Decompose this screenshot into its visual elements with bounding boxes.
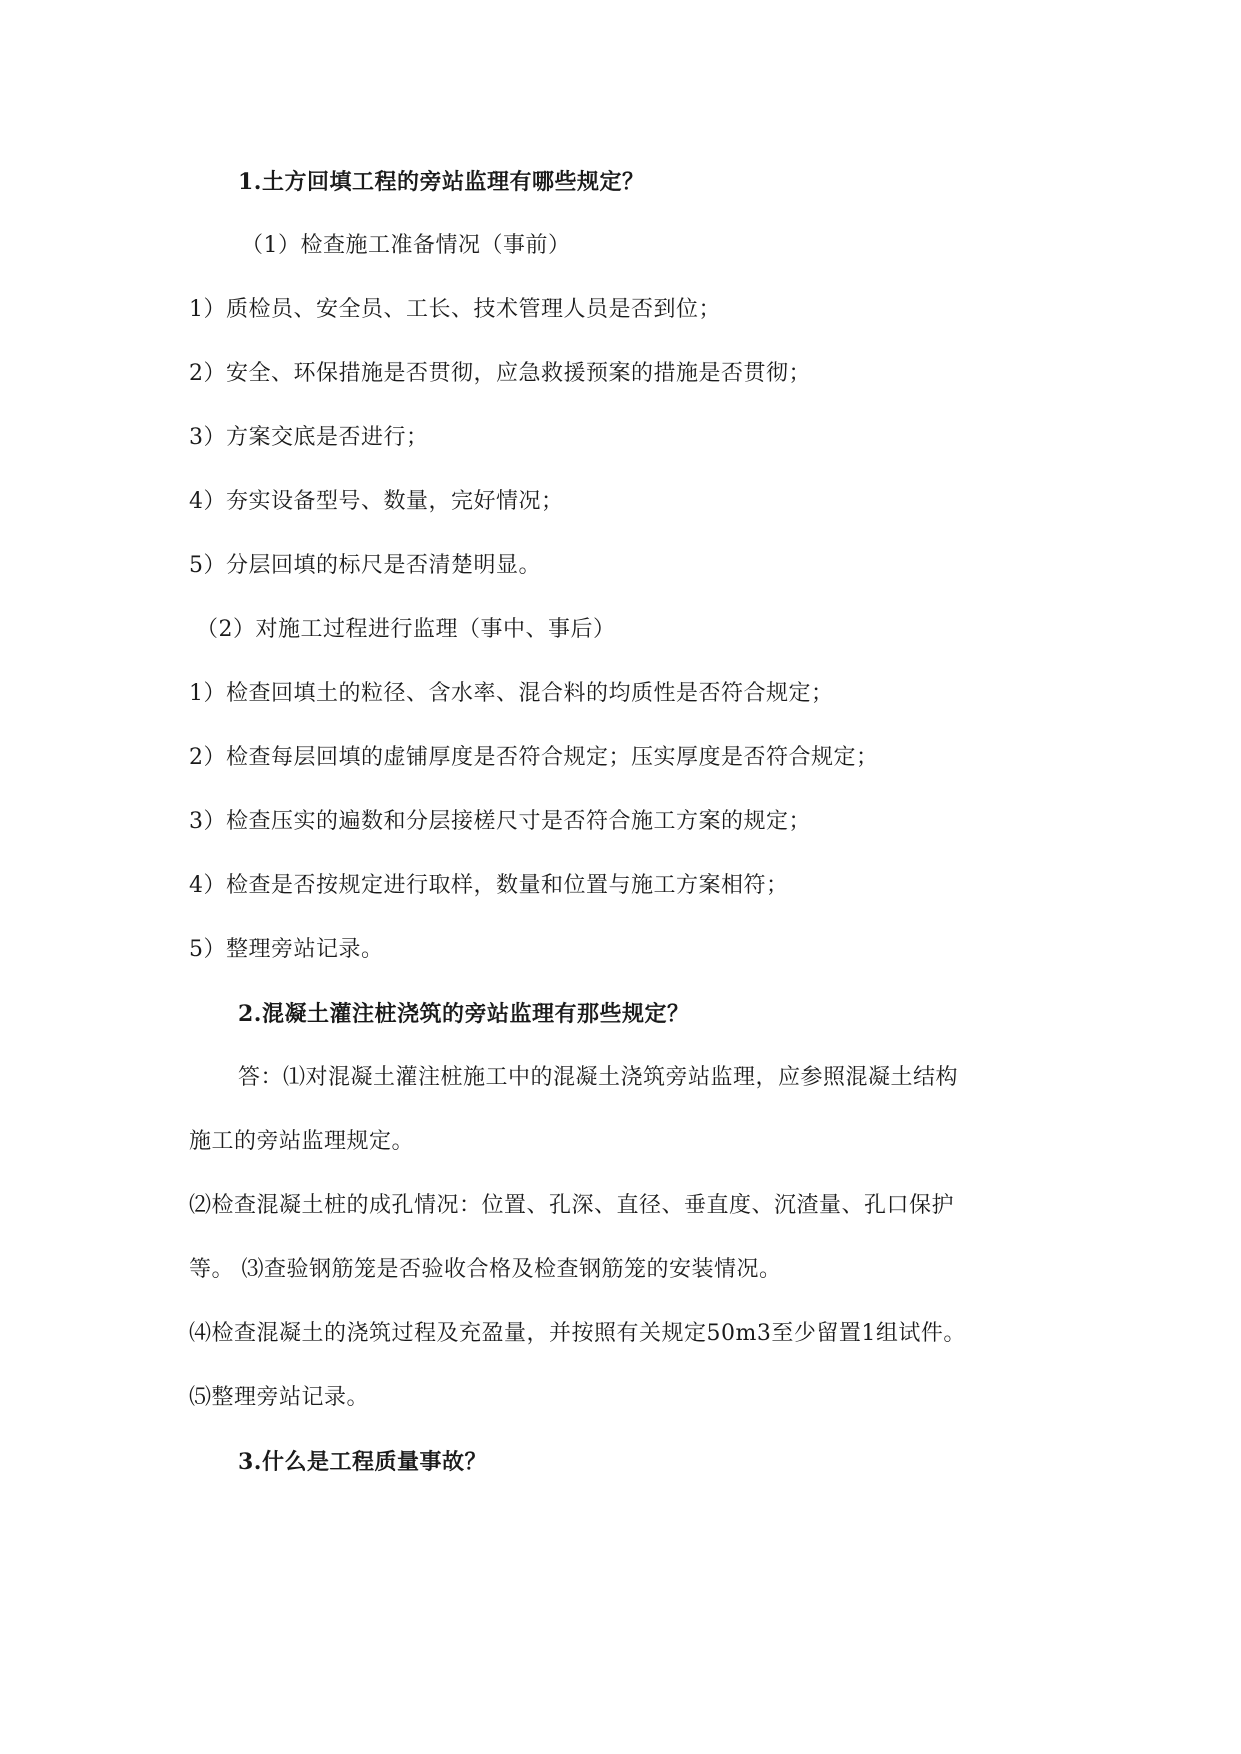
section-1-heading: 1.土方回填工程的旁站监理有哪些规定？ bbox=[238, 169, 645, 195]
section-1-item: 5）分层回填的标尺是否清楚明显。 bbox=[189, 553, 541, 578]
section-1-item: 5）整理旁站记录。 bbox=[189, 937, 384, 962]
section-2-answer-line: ⑵检查混凝土桩的成孔情况：位置、孔深、直径、垂直度、沉渣量、孔口保护 bbox=[189, 1193, 955, 1218]
section-1-subheading-1: （1）检查施工准备情况（事前） bbox=[241, 233, 571, 258]
section-2-answer-line: 答：⑴对混凝土灌注桩施工中的混凝土浇筑旁站监理，应参照混凝土结构 bbox=[238, 1065, 959, 1090]
section-1-item: 1）检查回填土的粒径、含水率、混合料的均质性是否符合规定； bbox=[189, 681, 834, 706]
section-3-heading: 3.什么是工程质量事故？ bbox=[238, 1449, 487, 1475]
section-1-item: 3）方案交底是否进行； bbox=[189, 425, 429, 450]
section-2-answer-line: 施工的旁站监理规定。 bbox=[189, 1129, 415, 1154]
section-1-item: 2）检查每层回填的虚铺厚度是否符合规定；压实厚度是否符合规定； bbox=[189, 745, 879, 770]
section-2-answer-line: 等。 ⑶查验钢筋笼是否验收合格及检查钢筋笼的安装情况。 bbox=[189, 1257, 782, 1282]
section-2-answer-line: ⑷检查混凝土的浇筑过程及充盈量，并按照有关规定50m3至少留置1组试件。 bbox=[189, 1321, 966, 1346]
section-1-item: 4）检查是否按规定进行取样，数量和位置与施工方案相符； bbox=[189, 873, 789, 898]
section-1-item: 1）质检员、安全员、工长、技术管理人员是否到位； bbox=[189, 297, 721, 322]
section-1-subheading-2: （2）对施工过程进行监理（事中、事后） bbox=[196, 617, 616, 642]
section-2-heading: 2.混凝土灌注桩浇筑的旁站监理有那些规定？ bbox=[238, 1001, 690, 1027]
section-1-item: 4）夯实设备型号、数量，完好情况； bbox=[189, 489, 564, 514]
section-1-item: 3）检查压实的遍数和分层接槎尺寸是否符合施工方案的规定； bbox=[189, 809, 811, 834]
section-2-answer-line: ⑸整理旁站记录。 bbox=[189, 1385, 370, 1410]
section-1-item: 2）安全、环保措施是否贯彻，应急救援预案的措施是否贯彻； bbox=[189, 361, 811, 386]
